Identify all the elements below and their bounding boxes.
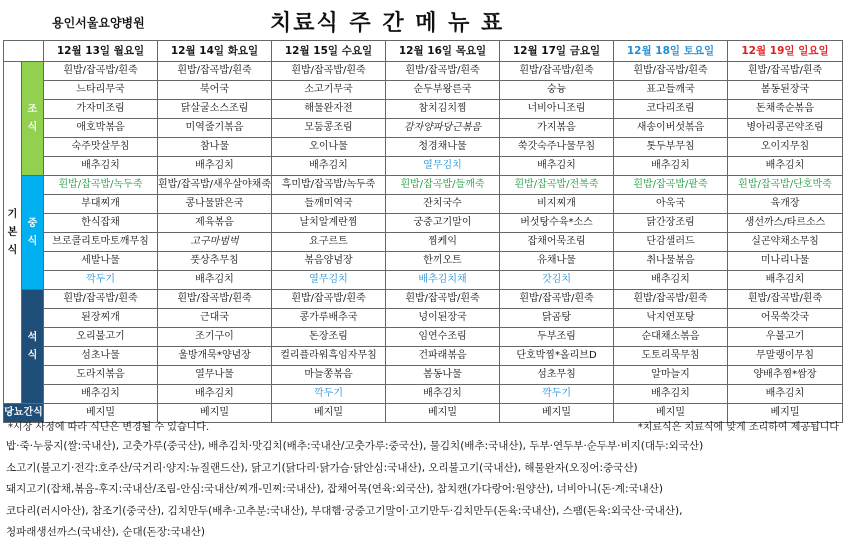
dinner-menu-item: 열무나물 bbox=[158, 366, 272, 385]
breakfast-menu-item: 가자미조림 bbox=[44, 100, 158, 119]
breakfast-menu-item: 병아리콩곤약조림 bbox=[728, 119, 843, 138]
snack-item: 베지밀 bbox=[44, 404, 158, 423]
dinner-menu-item: 흰밥/잡곡밥/흰죽 bbox=[158, 290, 272, 309]
lunch-menu-item: 제육볶음 bbox=[158, 214, 272, 233]
lunch-menu-item: 닭간장조림 bbox=[614, 214, 728, 233]
breakfast-menu-item: 느타리무국 bbox=[44, 81, 158, 100]
note-right: *치료식은 치료식에 맞게 조리하여 제공됩니다 bbox=[637, 422, 839, 433]
breakfast-menu-item: 코다리조림 bbox=[614, 100, 728, 119]
breakfast-menu-item: 배추김치 bbox=[272, 157, 386, 176]
day-header: 12월 14일 화요일 bbox=[158, 41, 272, 62]
dinner-menu-item: 흰밥/잡곡밥/흰죽 bbox=[386, 290, 500, 309]
breakfast-menu-item: 새송이버섯볶음 bbox=[614, 119, 728, 138]
lunch-menu-item: 흰밥/잡곡밥/단호박죽 bbox=[728, 176, 843, 195]
note-left: *시장 사정에 따라 식단은 변경될 수 있습니다. bbox=[8, 422, 210, 433]
dinner-menu-item: 배추김치 bbox=[728, 385, 843, 404]
dinner-menu-item: 흰밥/잡곡밥/흰죽 bbox=[272, 290, 386, 309]
breakfast-menu-item: 숙주맛살무침 bbox=[44, 138, 158, 157]
dinner-menu-item: 배추김치 bbox=[158, 385, 272, 404]
dinner-menu-item: 봄동나물 bbox=[386, 366, 500, 385]
breakfast-menu-item: 순두부왕른국 bbox=[386, 81, 500, 100]
dinner-menu-item: 배추김치 bbox=[614, 385, 728, 404]
dinner-menu-item: 양배추찜*쌈장 bbox=[728, 366, 843, 385]
dinner-menu-item: 닭곰탕 bbox=[500, 309, 614, 328]
day-header-sunday: 12월 19일 일요일 bbox=[728, 41, 843, 62]
breakfast-menu-item: 흰밥/잡곡밥/흰죽 bbox=[614, 62, 728, 81]
lunch-menu-item: 배추김치 bbox=[158, 271, 272, 290]
dinner-menu-item: 넝이된장국 bbox=[386, 309, 500, 328]
day-header: 12월 15일 수요일 bbox=[272, 41, 386, 62]
dinner-menu-item: 배추김치 bbox=[386, 385, 500, 404]
lunch-menu-item: 배추김치 bbox=[728, 271, 843, 290]
breakfast-menu-item: 배추김치 bbox=[44, 157, 158, 176]
breakfast-menu-item: 오이나물 bbox=[272, 138, 386, 157]
snack-item: 베지밀 bbox=[272, 404, 386, 423]
lunch-menu-item: 세발나물 bbox=[44, 252, 158, 271]
snack-item: 베지밀 bbox=[386, 404, 500, 423]
breakfast-menu-item: 닭살굴소스조림 bbox=[158, 100, 272, 119]
dinner-menu-item: 콩가루배추국 bbox=[272, 309, 386, 328]
lunch-label: 중 식 bbox=[22, 176, 44, 290]
dinner-menu-item: 컬리플라워흑임자무침 bbox=[272, 347, 386, 366]
breakfast-menu-item: 봄동된장국 bbox=[728, 81, 843, 100]
dinner-menu-item: 조기구이 bbox=[158, 328, 272, 347]
dinner-menu-item: 흰밥/잡곡밥/흰죽 bbox=[728, 290, 843, 309]
dinner-menu-item: 임연수조림 bbox=[386, 328, 500, 347]
lunch-menu-item: 미나리나물 bbox=[728, 252, 843, 271]
breakfast-menu-item: 표고들깨국 bbox=[614, 81, 728, 100]
breakfast-menu-item: 배추김치 bbox=[500, 157, 614, 176]
breakfast-menu-item: 배추김치 bbox=[614, 157, 728, 176]
breakfast-menu-item: 열무김치 bbox=[386, 157, 500, 176]
breakfast-menu-item: 흰밥/잡곡밥/흰죽 bbox=[728, 62, 843, 81]
dinner-menu-item: 섬초무침 bbox=[500, 366, 614, 385]
dinner-menu-item: 흰밥/잡곡밥/흰죽 bbox=[614, 290, 728, 309]
origin-line: 청파래생선까스(국내산), 순대(돈장:국내산) bbox=[6, 526, 206, 538]
dinner-menu-item: 도라지볶음 bbox=[44, 366, 158, 385]
dinner-menu-item: 마늘쫑볶음 bbox=[272, 366, 386, 385]
lunch-menu-item: 버섯탕수육*소스 bbox=[500, 214, 614, 233]
lunch-menu-item: 찜케익 bbox=[386, 233, 500, 252]
dinner-menu-item: 낙지연포탕 bbox=[614, 309, 728, 328]
lunch-menu-item: 흑미밥/잡곡밥/녹두죽 bbox=[272, 176, 386, 195]
lunch-menu-item: 열무김치 bbox=[272, 271, 386, 290]
dinner-menu-item: 도토리묵무침 bbox=[614, 347, 728, 366]
dinner-label: 석 식 bbox=[22, 290, 44, 404]
lunch-menu-item: 배추김치 bbox=[614, 271, 728, 290]
breakfast-menu-item: 배추김치 bbox=[158, 157, 272, 176]
lunch-menu-item: 단감샐러드 bbox=[614, 233, 728, 252]
breakfast-menu-item: 참치김치찜 bbox=[386, 100, 500, 119]
origin-line: 밥·죽·누룽지(쌀:국내산), 고춧가루(중국산), 배추김치·맛김치(배추:국내산/고춧가루:중국산), 물김치(배추:국내산), 두부·연두부·순두부·비지(대두:외국산) bbox=[6, 440, 704, 452]
lunch-menu-item: 비지찌개 bbox=[500, 195, 614, 214]
lunch-menu-item: 흰밥/잡곡밥/새우살야채죽 bbox=[158, 176, 272, 195]
hospital-name: 용인서울요양병원 bbox=[52, 16, 145, 30]
breakfast-menu-item: 흰밥/잡곡밥/흰죽 bbox=[44, 62, 158, 81]
lunch-menu-item: 잡채어묵조림 bbox=[500, 233, 614, 252]
day-header: 12월 16일 목요일 bbox=[386, 41, 500, 62]
lunch-menu-item: 날치알계란찜 bbox=[272, 214, 386, 233]
lunch-menu-item: 볶음양념장 bbox=[272, 252, 386, 271]
breakfast-label: 조 식 bbox=[22, 62, 44, 176]
snack-item: 베지밀 bbox=[158, 404, 272, 423]
dinner-menu-item: 두부조림 bbox=[500, 328, 614, 347]
lunch-menu-item: 배추김치채 bbox=[386, 271, 500, 290]
lunch-menu-item: 육개장 bbox=[728, 195, 843, 214]
lunch-menu-item: 콩나물맑은국 bbox=[158, 195, 272, 214]
dinner-menu-item: 어묵쑥갓국 bbox=[728, 309, 843, 328]
dinner-menu-item: 순대채소볶음 bbox=[614, 328, 728, 347]
breakfast-menu-item: 애호박볶음 bbox=[44, 119, 158, 138]
breakfast-menu-item: 톳두부무침 bbox=[614, 138, 728, 157]
breakfast-menu-item: 배추김치 bbox=[728, 157, 843, 176]
lunch-menu-item: 들깨미역국 bbox=[272, 195, 386, 214]
corner-cell bbox=[4, 41, 44, 62]
dinner-menu-item: 깍두기 bbox=[500, 385, 614, 404]
lunch-menu-item: 아욱국 bbox=[614, 195, 728, 214]
breakfast-menu-item: 모둠콩조림 bbox=[272, 119, 386, 138]
lunch-menu-item: 흰밥/잡곡밥/팥죽 bbox=[614, 176, 728, 195]
breakfast-menu-item: 소고기무국 bbox=[272, 81, 386, 100]
breakfast-menu-item: 흰밥/잡곡밥/흰죽 bbox=[386, 62, 500, 81]
breakfast-menu-item: 청경채나물 bbox=[386, 138, 500, 157]
snack-item: 베지밀 bbox=[728, 404, 843, 423]
lunch-menu-item: 요구르트 bbox=[272, 233, 386, 252]
dinner-menu-item: 오리불고기 bbox=[44, 328, 158, 347]
lunch-menu-item: 흰밥/잡곡밥/녹두죽 bbox=[44, 176, 158, 195]
snack-item: 베지밀 bbox=[614, 404, 728, 423]
day-header: 12월 17일 금요일 bbox=[500, 41, 614, 62]
origin-line: 소고기(불고기·전각:호주산/국거리·양지:뉴질랜드산), 닭고기(닭다리·닭가슴·닭안심:국내산), 오리불고기(국내산), 해물완자(오징어:중국산) bbox=[6, 461, 638, 474]
lunch-menu-item: 브로콜리토마토깨무침 bbox=[44, 233, 158, 252]
day-header: 12월 13일 월요일 bbox=[44, 41, 158, 62]
dinner-menu-item: 흰밥/잡곡밥/흰죽 bbox=[500, 290, 614, 309]
basic-meal-label: 기 본 식 bbox=[4, 62, 22, 404]
snack-item: 베지밀 bbox=[500, 404, 614, 423]
breakfast-menu-item: 쑥갓숙주나물무침 bbox=[500, 138, 614, 157]
lunch-menu-item: 고구마범벅 bbox=[158, 233, 272, 252]
lunch-menu-item: 풋상추무침 bbox=[158, 252, 272, 271]
lunch-menu-item: 실곤약채소무침 bbox=[728, 233, 843, 252]
dinner-menu-item: 무말랭이무침 bbox=[728, 347, 843, 366]
origin-line: 코다리(러시아산), 참조기(중국산), 김치만두(배추·고추분:국내산), 부대햄·궁중고기말이·고기만두·김치만두(돈육:국내산), 스팸(돈육:외국산·국내산), bbox=[6, 504, 683, 517]
lunch-menu-item: 잔치국수 bbox=[386, 195, 500, 214]
lunch-menu-item: 흰밥/잡곡밥/전복죽 bbox=[500, 176, 614, 195]
lunch-menu-item: 깍두기 bbox=[44, 271, 158, 290]
lunch-menu-item: 궁중고기말이 bbox=[386, 214, 500, 233]
breakfast-menu-item: 흰밥/잡곡밥/흰죽 bbox=[272, 62, 386, 81]
origin-info bbox=[6, 436, 703, 544]
dinner-menu-item: 울방개묵*양념장 bbox=[158, 347, 272, 366]
lunch-menu-item: 한식잡채 bbox=[44, 214, 158, 233]
snack-label: 당뇨간식 bbox=[4, 404, 44, 423]
dinner-menu-item: 깍두기 bbox=[272, 385, 386, 404]
breakfast-menu-item: 숭늉 bbox=[500, 81, 614, 100]
dinner-menu-item: 단호박찜*올리브D bbox=[500, 347, 614, 366]
breakfast-menu-item: 오이지무침 bbox=[728, 138, 843, 157]
dinner-menu-item: 건파래볶음 bbox=[386, 347, 500, 366]
breakfast-menu-item: 가지볶음 bbox=[500, 119, 614, 138]
breakfast-menu-item: 미역줄기볶음 bbox=[158, 119, 272, 138]
breakfast-menu-item: 참나물 bbox=[158, 138, 272, 157]
dinner-menu-item: 근대국 bbox=[158, 309, 272, 328]
day-header-saturday: 12월 18일 토요일 bbox=[614, 41, 728, 62]
lunch-menu-item: 한끼오트 bbox=[386, 252, 500, 271]
lunch-menu-item: 취나물볶음 bbox=[614, 252, 728, 271]
breakfast-menu-item: 해물완자전 bbox=[272, 100, 386, 119]
dinner-menu-item: 섬초나물 bbox=[44, 347, 158, 366]
breakfast-menu-item: 북어국 bbox=[158, 81, 272, 100]
dinner-menu-item: 우불고기 bbox=[728, 328, 843, 347]
lunch-menu-item: 유채나물 bbox=[500, 252, 614, 271]
dinner-menu-item: 돈장조림 bbox=[272, 328, 386, 347]
lunch-menu-item: 생선까스/타르소스 bbox=[728, 214, 843, 233]
dinner-menu-item: 된장찌개 bbox=[44, 309, 158, 328]
menu-table bbox=[3, 40, 843, 423]
lunch-menu-item: 갓김치 bbox=[500, 271, 614, 290]
breakfast-menu-item: 너비아니조림 bbox=[500, 100, 614, 119]
breakfast-menu-item: 흰밥/잡곡밥/흰죽 bbox=[158, 62, 272, 81]
breakfast-menu-item: 돈채죽순볶음 bbox=[728, 100, 843, 119]
dinner-menu-item: 알마늘지 bbox=[614, 366, 728, 385]
origin-line: 돼지고기(잡채,볶음-후지:국내산/조림-안심:국내산/찌개-민찌:국내산), 잡채어묵(연육:외국산), 참치캔(가다랑어:원양산), 너비아니(돈·계:국내산) bbox=[6, 483, 664, 495]
dinner-menu-item: 흰밥/잡곡밥/흰죽 bbox=[44, 290, 158, 309]
breakfast-menu-item: 흰밥/잡곡밥/흰죽 bbox=[500, 62, 614, 81]
lunch-menu-item: 부대찌개 bbox=[44, 195, 158, 214]
lunch-menu-item: 흰밥/잡곡밥/들깨죽 bbox=[386, 176, 500, 195]
dinner-menu-item: 배추김치 bbox=[44, 385, 158, 404]
page-title: 치료식 주 간 메 뉴 표 bbox=[270, 11, 505, 36]
breakfast-menu-item: 감자양파당근볶음 bbox=[386, 119, 500, 138]
